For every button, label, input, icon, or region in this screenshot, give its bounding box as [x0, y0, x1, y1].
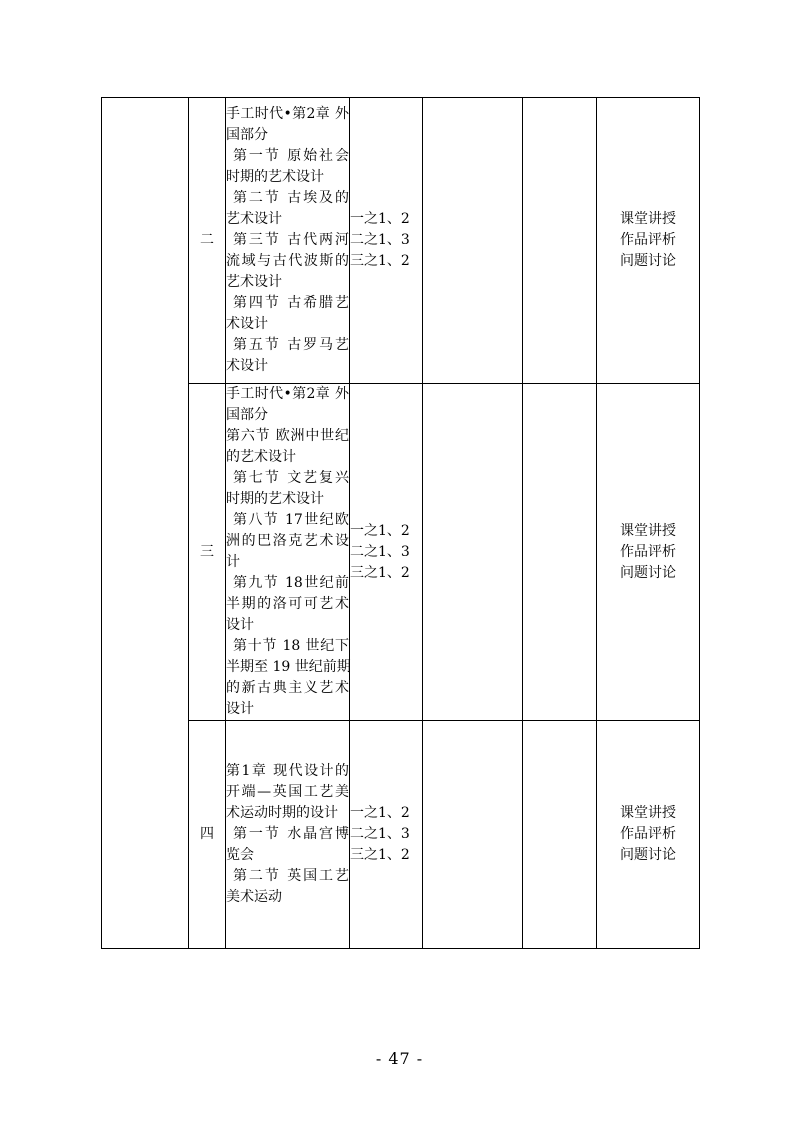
page-number: - 47 - [375, 1049, 424, 1068]
content-line: 第四节 古希腊艺 [233, 295, 349, 311]
content-line: 手工时代•第2章 外 [226, 386, 349, 402]
cell-line: 作品评析 [620, 543, 676, 560]
content-line: 术设计 [226, 316, 268, 332]
objectives-cell [350, 98, 423, 384]
content-line: 第九节 18世纪前 [233, 575, 349, 591]
cell-line: 一之1、2 [350, 522, 410, 539]
content-line: 术设计 [226, 358, 268, 374]
content-cell [226, 721, 350, 949]
content-line: 半期的洛可可艺术 [226, 596, 349, 612]
objectives-cell [350, 721, 423, 949]
content-line: 艺术设计 [226, 211, 282, 227]
content-line: 第二节 英国工艺 [233, 868, 349, 884]
week-cell: 三 [189, 384, 226, 721]
cell-line: 课堂讲授 [620, 522, 676, 539]
content-line: 第三节 古代两河 [233, 232, 349, 248]
cell-line: 一之1、2 [350, 211, 410, 227]
content-line: 的艺术设计 [226, 449, 296, 465]
content-line: 第五节 古罗马艺 [233, 337, 349, 353]
chapter-cell [102, 98, 189, 949]
content-line: 第一节 原始社会 [233, 148, 349, 164]
content-line: 手工时代•第2章 外 [226, 106, 349, 122]
content-line: 设计 [226, 617, 254, 633]
cell-line: 三之1、2 [350, 847, 410, 863]
content-line: 时期的艺术设计 [226, 491, 324, 507]
empty-cell [423, 98, 523, 384]
empty-cell [423, 384, 523, 721]
empty-cell [523, 721, 597, 949]
cell-line: 三之1、2 [350, 253, 410, 269]
content-line: 计 [226, 554, 240, 570]
content-line: 览会 [226, 847, 254, 863]
table-row [102, 98, 700, 384]
cell-line: 作品评析 [620, 826, 676, 842]
content-line: 第一节 水晶宫博 [233, 826, 349, 842]
week-cell: 二 [189, 98, 226, 384]
content-line: 第六节 欧洲中世纪 [226, 428, 349, 444]
content-line: 美术运动 [226, 889, 282, 905]
content-line: 第七节 文艺复兴 [233, 470, 349, 486]
syllabus-table [101, 97, 700, 949]
content-line: 术运动时期的设计 [226, 805, 338, 821]
content-cell [226, 98, 350, 384]
cell-line: 课堂讲授 [620, 805, 676, 821]
empty-cell [423, 721, 523, 949]
cell-line: 课堂讲授 [620, 211, 676, 227]
objectives-cell [350, 384, 423, 721]
content-line: 时期的艺术设计 [226, 169, 324, 185]
content-line: 洲的巴洛克艺术设 [226, 533, 349, 549]
content-line: 流域与古代波斯的 [226, 253, 349, 269]
methods-cell [597, 721, 700, 949]
methods-cell [597, 98, 700, 384]
content-line: 国部分 [226, 407, 268, 423]
content-line: 的新古典主义艺术 [226, 680, 349, 696]
cell-line: 一之1、2 [350, 805, 410, 821]
content-line: 第十节 18 世纪下 [233, 638, 349, 654]
cell-line: 问题讨论 [620, 564, 676, 581]
empty-cell [523, 98, 597, 384]
content-line: 半期至 19 世纪前期 [226, 659, 351, 675]
cell-line: 作品评析 [620, 232, 676, 248]
cell-line: 三之1、2 [350, 564, 410, 581]
content-cell [226, 384, 350, 721]
cell-line: 二之1、3 [350, 543, 410, 560]
content-line: 艺术设计 [226, 274, 282, 290]
empty-cell [523, 384, 597, 721]
content-line: 第二节 古埃及的 [233, 190, 349, 206]
content-line: 第八节 17世纪欧 [233, 512, 349, 528]
table-row [102, 384, 700, 721]
methods-cell [597, 384, 700, 721]
cell-line: 问题讨论 [620, 847, 676, 863]
content-line: 国部分 [226, 127, 268, 143]
cell-line: 二之1、3 [350, 826, 410, 842]
content-line: 设计 [226, 701, 254, 717]
cell-line: 问题讨论 [620, 253, 676, 269]
content-line: 开端—英国工艺美 [226, 784, 349, 800]
table-row [102, 721, 700, 949]
week-cell: 四 [189, 721, 226, 949]
cell-line: 二之1、3 [350, 232, 410, 248]
content-line: 第1章 现代设计的 [226, 763, 349, 779]
